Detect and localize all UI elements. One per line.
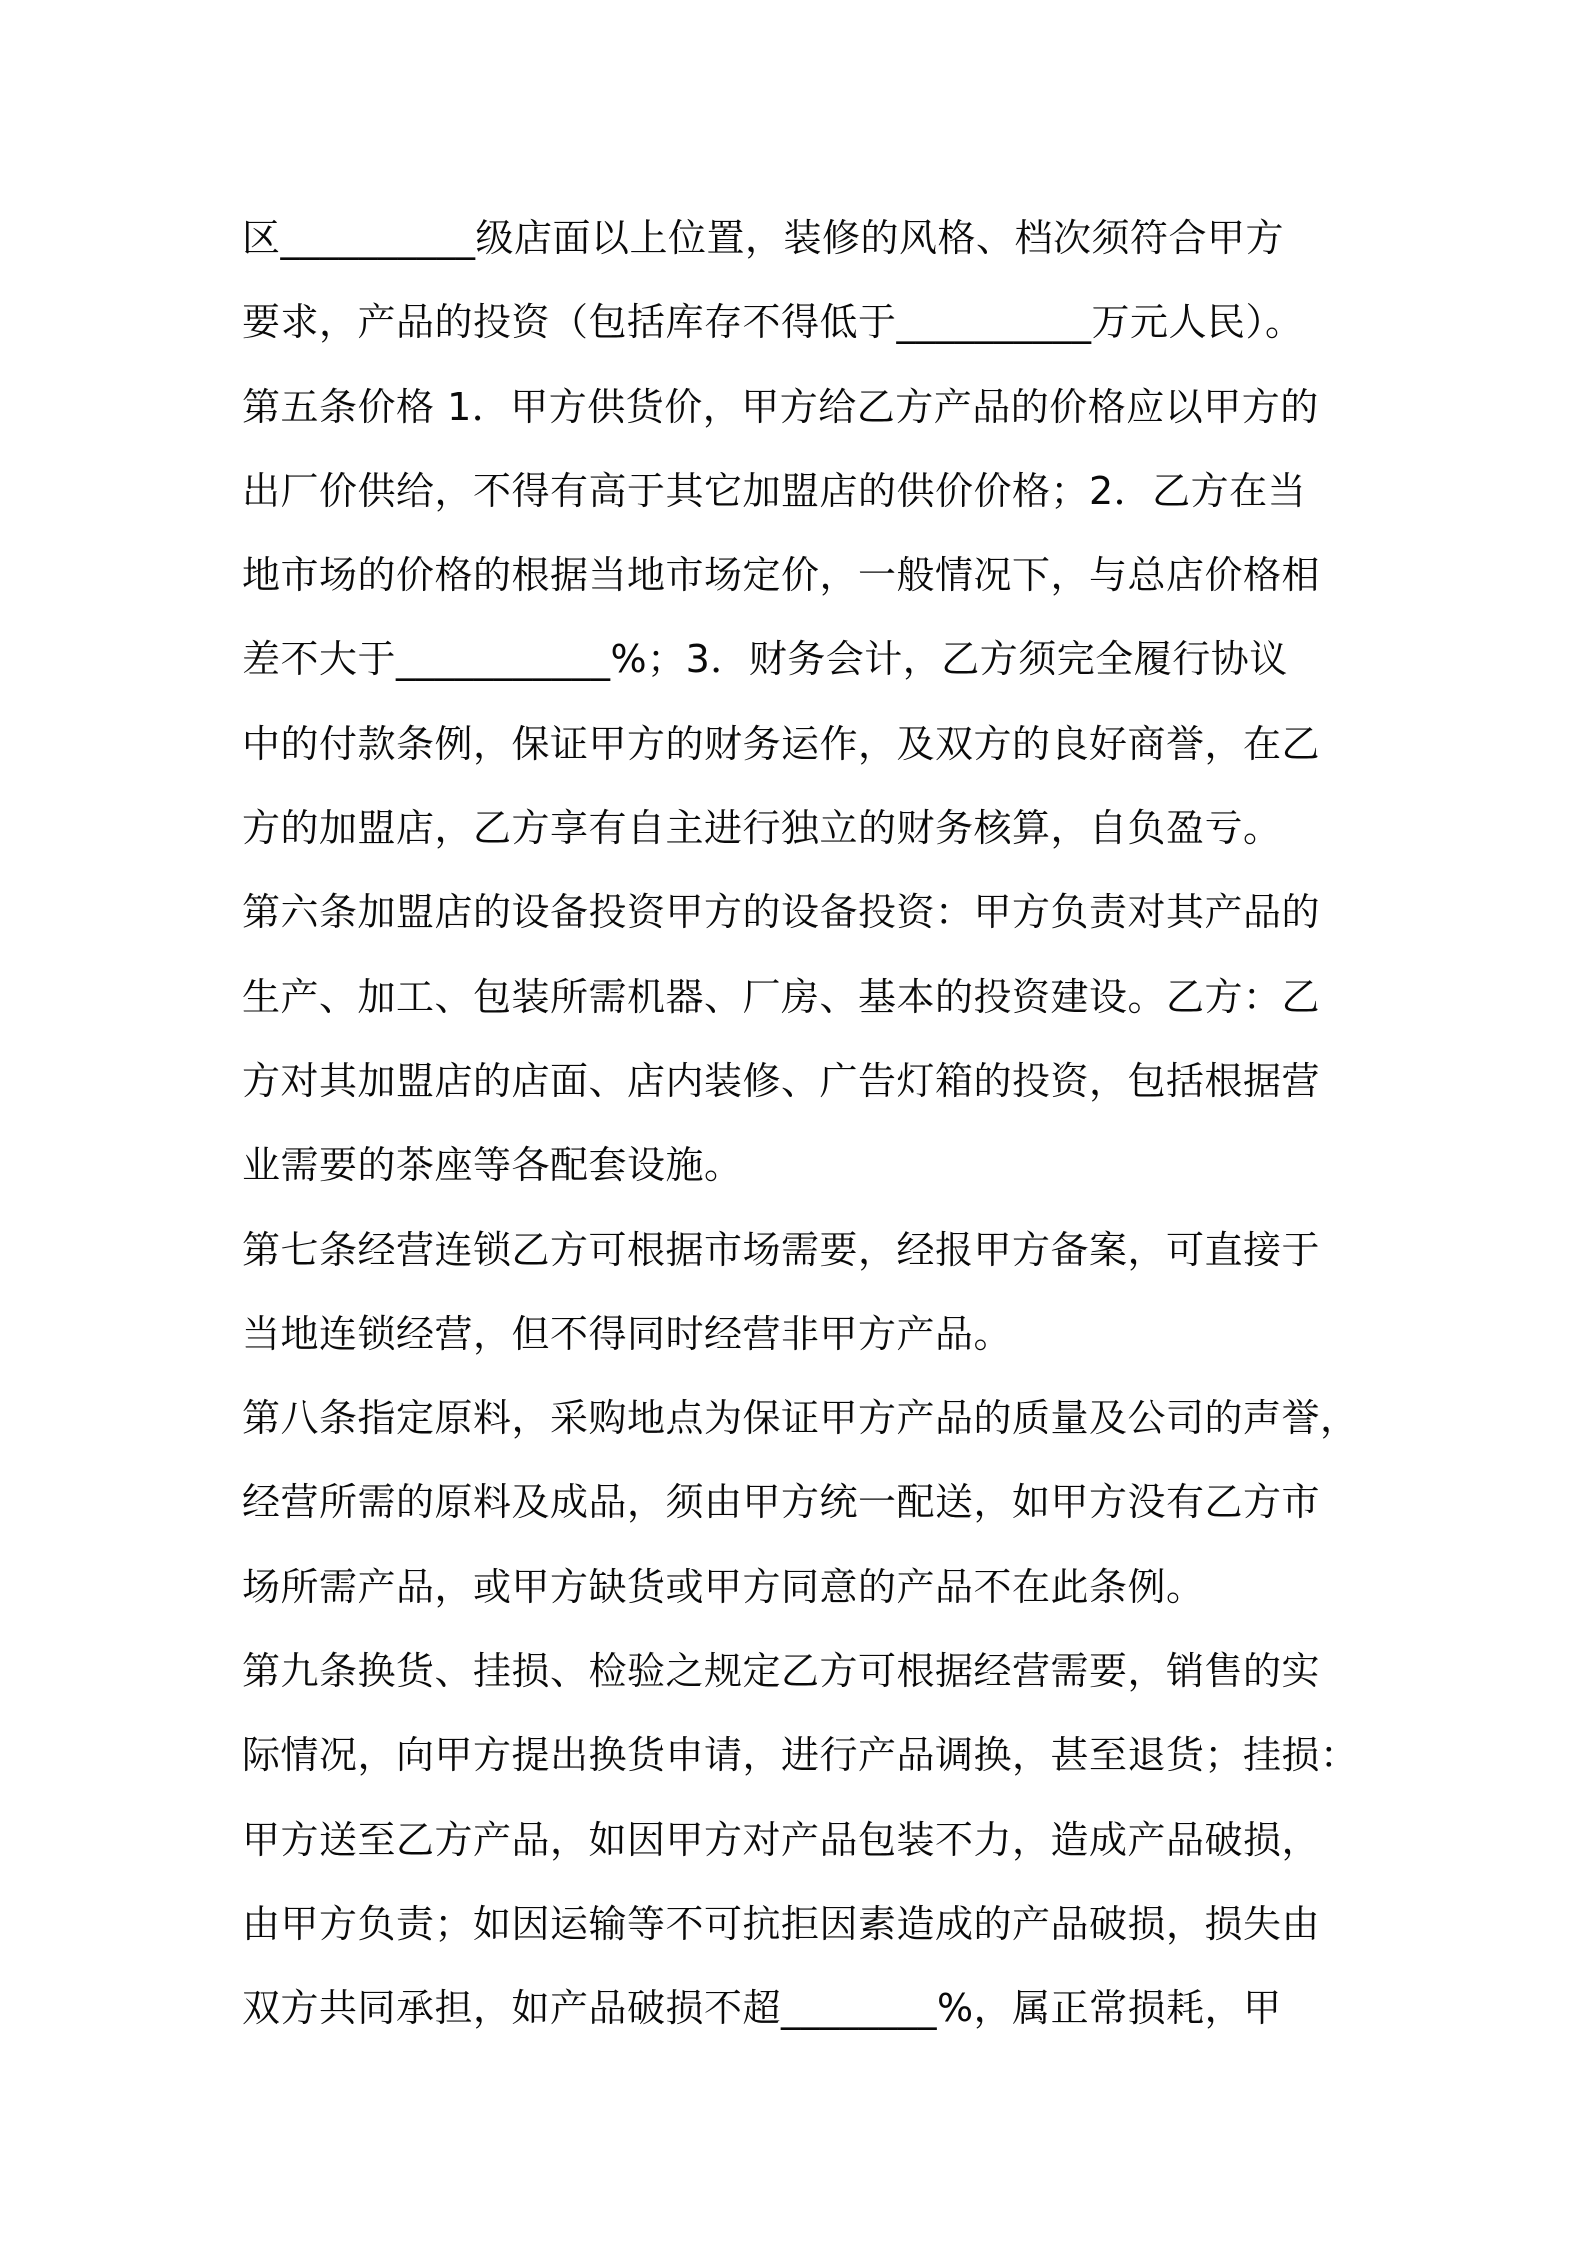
text-line: 出厂价供给，不得有高于其它加盟店的供价价格；2．乙方在当 — [242, 468, 1307, 513]
text-line: 业需要的茶座等各配套设施。 — [242, 1143, 743, 1188]
text-line: 甲方送至乙方产品，如因甲方对产品包装不力，造成产品破损， — [242, 1817, 1321, 1862]
text-line: 方的加盟店，乙方享有自主进行独立的财务核算，自负盈亏。 — [242, 806, 1282, 851]
text-line: 区__________级店面以上位置，装修的风格、档次须符合甲方 — [242, 216, 1285, 260]
text-line: 方对其加盟店的店面、店内装修、广告灯箱的投资，包括根据营 — [242, 1058, 1321, 1103]
text-line: 际情况，向甲方提出换货申请，进行产品调换，甚至退货；挂损： — [242, 1733, 1359, 1778]
text-line: 差不大于___________%；3．财务会计，乙方须完全履行协议 — [242, 637, 1288, 682]
text-line: 双方共同承担，如产品破损不超________%，属正常损耗，甲 — [242, 1986, 1282, 2031]
text-line: 第五条价格 1．甲方供货价，甲方给乙方产品的价格应以甲方的 — [242, 384, 1319, 429]
text-line: 第九条换货、挂损、检验之规定乙方可根据经营需要，销售的实 — [242, 1649, 1321, 1694]
text-line: 第八条指定原料，采购地点为保证甲方产品的质量及公司的声誉， — [242, 1396, 1359, 1441]
text-line: 当地连锁经营，但不得同时经营非甲方产品。 — [242, 1311, 1013, 1356]
text-line: 由甲方负责；如因运输等不可抗拒因素造成的产品破损，损失由 — [242, 1901, 1321, 1946]
document-body — [242, 196, 1392, 2051]
text-line: 场所需产品，或甲方缺货或甲方同意的产品不在此条例。 — [242, 1564, 1205, 1609]
text-line: 中的付款条例，保证甲方的财务运作，及双方的良好商誉，在乙 — [242, 721, 1321, 766]
text-line: 要求，产品的投资（包括库存不得低于__________万元人民）。 — [242, 300, 1304, 345]
text-line: 生产、加工、包装所需机器、厂房、基本的投资建设。乙方：乙 — [242, 974, 1321, 1019]
text-line: 第七条经营连锁乙方可根据市场需要，经报甲方备案，可直接于 — [242, 1227, 1321, 1272]
text-line: 地市场的价格的根据当地市场定价，一般情况下，与总店价格相 — [242, 553, 1321, 598]
text-line: 第六条加盟店的设备投资甲方的设备投资：甲方负责对其产品的 — [242, 890, 1321, 935]
text-line: 经营所需的原料及成品，须由甲方统一配送，如甲方没有乙方市 — [242, 1480, 1321, 1525]
